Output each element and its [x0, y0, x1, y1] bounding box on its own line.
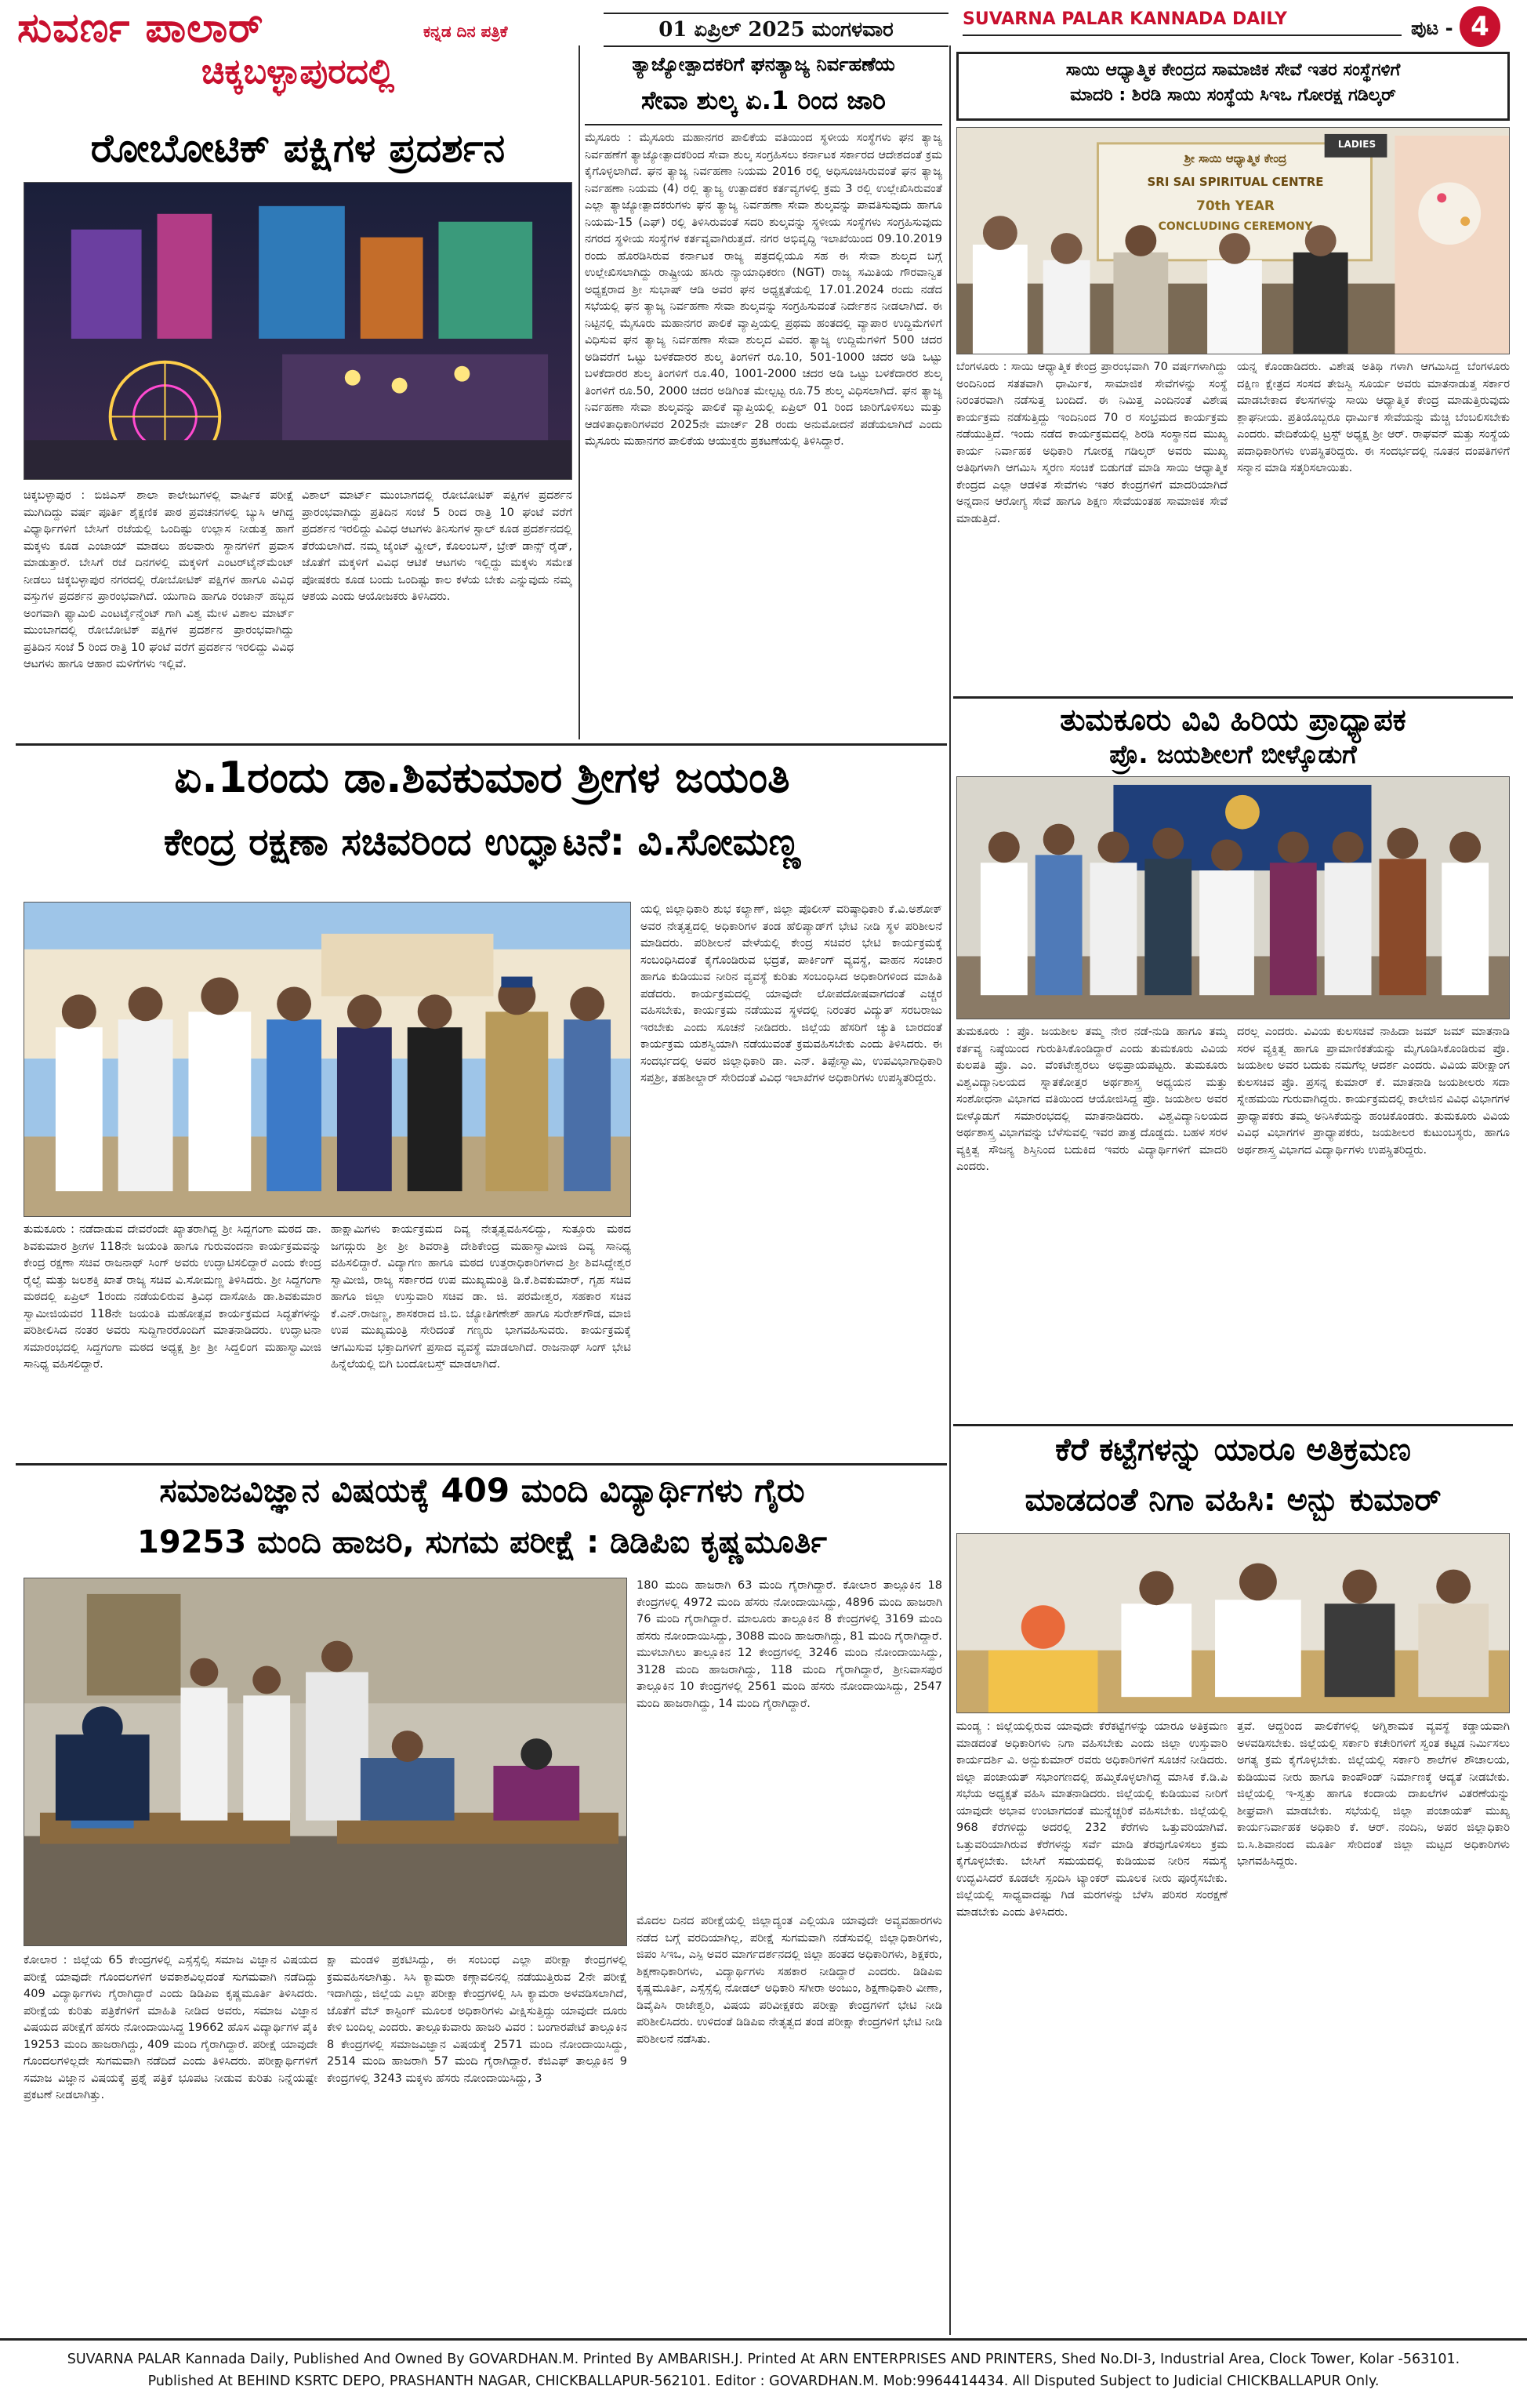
jayanthi-headline-line2: ಕೇಂದ್ರ ರಕ್ಷಣಾ ಸಚಿವರಿಂದ ಉದ್ಘಾಟನೆ: ವಿ.ಸೋಮಣ್ಣ: [163, 820, 801, 864]
paper-name: SUVARNA PALAR KANNADA DAILY: [963, 9, 1287, 29]
sai-banner-year: 70th YEAR: [1196, 198, 1275, 214]
sai-photo: [956, 127, 1510, 354]
section-rule: [16, 743, 947, 746]
fee-body: ಮೈಸೂರು : ಮೈಸೂರು ಮಹಾನಗರ ಪಾಲಿಕೆಯ ವತಿಯಿಂದ ಸ್ಥಳೀಯ ಸಂಸ್ಥೆಗಳು ಘನ ತ್ಯಾಜ್ಯ ನಿರ್ವಹಣೆಗೆ ತ್ಯಾಜ್ಯೋತ್ಪಾದಕರಿಂದ ಸೇವಾ ಶುಲ್ಕ ಸಂಗ್ರಹಿಸಲು ಕರ್ನಾಟಕ ಸರ್ಕಾರದ ಆದೇಶದಂತೆ ಕ್ರಮ ಕೈಗೊಳ್ಳಲಾಗಿದೆ. ಘನ ತ್ಯಾಜ್ಯ ನಿರ್ವಹಣಾ ನಿಯಮ 2016 ರಲ್ಲಿ ಅಧಿಸೂಚಿಸಿರುವಂತೆ ಘನ ತ್ಯಾಜ್ಯ ನಿರ್ವಹಣಾ ನಿಯಮ (4) ರಲ್ಲಿ ತ್ಯಾಜ್ಯ ಉತ್ಪಾದಕರ ಕರ್ತವ್ಯಗಳಲ್ಲಿ ಕ್ರಮ 3 ರಲ್ಲಿ ಉಲ್ಲೇಖಿಸಿರುವಂತೆ ಎಲ್ಲಾ ತ್ಯಾಜ್ಯೋತ್ಪಾದಕರುಗಳು ಘನ ತ್ಯಾಜ್ಯ ನಿರ್ವಹಣಾ ಸೇವಾ ಶುಲ್ಕವನ್ನು ಪಾವತಿಸುವುದು ಹಾಗೂ ನಿಯಮ-15 (ಎಫ್) ರಲ್ಲಿ ತಿಳಿಸಿರುವಂತೆ ಸದರಿ ಶುಲ್ಕವನ್ನು ಸ್ಥಳೀಯ ಸಂಸ್ಥೆಗಳು ಸಂಗ್ರಹಿಸುವುದು ನಗರದ ಸ್ಥಳೀಯ ಸಂಸ್ಥೆಗಳ ಕರ್ತವ್ಯವಾಗಿರುತ್ತದೆ. ನಗರ ಅಭಿವೃದ್ಧಿ ಇಲಾಖೆಯಿಂದ 09.10.2019 ರಂದು ಹೊರಡಿಸಿರುವ ಕರ್ನಾಟಕ ರಾಜ್ಯ ಪತ್ರದಲ್ಲಿಯೂ ಸಹ ಈ ಸೇವಾ ಶುಲ್ಕದ ಬಗ್ಗೆ ಉಲ್ಲೇಖಿಸಲಾಗಿದ್ದು ರಾಷ್ಟ್ರೀಯ ಹಸಿರು ನ್ಯಾಯಾಧಿಕರಣ (NGT) ರಾಜ್ಯ ಸಮಿತಿಯ ಗೌರವಾನ್ವಿತ ಅಧ್ಯಕ್ಷರಾದ ಶ್ರೀ ಸುಭಾಷ್ ಆಡಿ ಅವರ ಘನ ಅಧ್ಯಕ್ಷತೆಯಲ್ಲಿ 17.01.2024 ರಂದು ನಡೆದ ಸಭೆಯಲ್ಲಿ ಘನ ತ್ಯಾಜ್ಯ ನಿರ್ವಹಣಾ ಸೇವಾ ಶುಲ್ಕವನ್ನು ಸಂಗ್ರಹಿಸುವಂತೆ ನಿರ್ದೇಶನ ನೀಡಲಾಗಿದೆ. ಈ ನಿಟ್ಟಿನಲ್ಲಿ ಮೈಸೂರು ಮಹಾನಗರ ಪಾಲಿಕೆ ವ್ಯಾಪ್ತಿಯಲ್ಲಿ ಪ್ರಥಮ ಹಂತದಲ್ಲಿ ವ್ಯಾಪಾರ ಉದ್ದಿಮೆಗಳಿಗೆ ವಿಧಿಸುವ ಘನ ತ್ಯಾಜ್ಯ ನಿರ್ವಹಣಾ ಸೇವಾ ಶುಲ್ಕದ ವಿವರ. ತ್ಯಾಜ್ಯ ಉದ್ದಿಮೆಗಳಿಗೆ 500 ಚದರ ಅಡಿವರೆಗೆ ಒಟ್ಟು ಬಳಕೆದಾರರ ಶುಲ್ಕ ತಿಂಗಳಿಗೆ ರೂ.10, 501-1000 ಚದರ ಅಡಿ ಒಟ್ಟು ಬಳಕೆದಾರರ ಶುಲ್ಕ ತಿಂಗಳಿಗೆ ರೂ.40, 1001-2000 ಚದರ ಅಡಿ ಒಟ್ಟು ಬಳಕೆದಾರರ ಶುಲ್ಕ ತಿಂಗಳಿಗೆ ರೂ.50, 2000 ಚದರ ಅಡಿಗಿಂತ ಮೇಲ್ಪಟ್ಟ ರೂ.75 ಶುಲ್ಕ ವಿಧಿಸಲಾಗಿದೆ. ಘನ ತ್ಯಾಜ್ಯ ನಿರ್ವಹಣಾ ಸೇವಾ ಶುಲ್ಕವನ್ನು ಪಾಲಿಕೆ ವ್ಯಾಪ್ತಿಯಲ್ಲಿ ಏಪ್ರಿಲ್ 01 ರಿಂದ ಜಾರಿಗೊಳಿಸಲು ಮತ್ತು ಆಡಳಿತಾಧಿಕಾರಿಗಳವರ 2025ನೇ ಮಾರ್ಚ್ 28 ರಂದು ಅನುಮೋದನೆ ಪಡೆಯಲಾಗಿದೆ ಎಂದು ಮೈಸೂರು ಮಹಾನಗರ ಪಾಲಿಕೆಯ ಆಯುಕ್ತರು ಪ್ರಕಟಣೆಯಲ್ಲಿ ತಿಳಿಸಿದ್ದಾರೆ.: [585, 132, 942, 448]
tumkur-photo: [956, 776, 1510, 1019]
tumkur-body-col2: ದರಲ್ಲ ಎಂದರು. ವಿವಿಯ ಕುಲಸಚಿವೆ ನಾಹಿದಾ ಜಮ್ ಜಮ್ ಮಾತನಾಡಿ ಸರಳ ವ್ಯಕ್ತಿತ್ವ ಹಾಗೂ ಪ್ರಾಮಾಣಿಕತೆಯನ್ನು ಮೈಗೂಡಿಸಿಕೊಂಡಿರುವ ಪ್ರೊ. ಜಯಶೀಲ ಅವರ ಬದುಕು ನಮಗೆಲ್ಲ ಆದರ್ಶ ಎಂದರು. ವಿವಿಯ ಪರೀಕ್ಷಾಂಗ ಕುಲಸಚಿವ ಪ್ರೊ. ಪ್ರಸನ್ನ ಕುಮಾರ್ ಕೆ. ಮಾತನಾಡಿ ಜಯಶೀಲರು ಸದಾ ಸ್ನೇಹಮಯಿ ಗುರುವಾಗಿದ್ದರು. ಕಾರ್ಯಕ್ರಮದಲ್ಲಿ ಕಾಲೇಜಿನ ವಿವಿಧ ವಿಭಾಗಗಳ ಪ್ರಾಧ್ಯಾಪಕರು ತಮ್ಮ ಅನಿಸಿಕೆಯನ್ನು ಹಂಚಿಕೊಂಡರು. ತುಮಕೂರು ವಿವಿಯ ವಿವಿಧ ವಿಭಾಗಗಳ ಪ್ರಾಧ್ಯಾಪಕರು, ಜಯಶೀಲರ ಕುಟುಂಬಸ್ಥರು, ಹಾಗೂ ಅರ್ಥಶಾಸ್ತ್ರ ವಿಭಾಗದ ವಿದ್ಯಾರ್ಥಿಗಳು ಉಪಸ್ಥಿತರಿದ್ದರು.: [1237, 1026, 1510, 1157]
sai-banner-ladies: LADIES: [1337, 139, 1376, 150]
jayanthi-photo: [24, 902, 631, 1217]
robotic-photo: [24, 182, 572, 480]
robotic-kicker: ಚಿಕ್ಕಬಳ್ಳಾಪುರದಲ್ಲಿ: [201, 52, 395, 92]
dateline: 01 ಏಪ್ರಿಲ್ 2025 ಮಂಗಳವಾರ: [604, 13, 948, 47]
exam-body-col3: 180 ಮಂದಿ ಹಾಜರಾಗಿ 63 ಮಂದಿ ಗೈರಾಗಿದ್ದಾರೆ. ಕೋಲಾರ ತಾಲ್ಲೂಕಿನ 18 ಕೇಂದ್ರಗಳಲ್ಲಿ 4972 ಮಂದಿ ಹೆಸರು ನೋಂದಾಯಿಸಿದ್ದು, 4896 ಮಂದಿ ಹಾಜರಾಗಿ 76 ಮಂದಿ ಗೈರಾಗಿದ್ದಾರೆ. ಮಾಲೂರು ತಾಲ್ಲೂಕಿನ 8 ಕೇಂದ್ರಗಳಲ್ಲಿ 3169 ಮಂದಿ ಹೆಸರು ನೋಂದಾಯಿಸಿದ್ದು, 3088 ಮಂದಿ ಹಾಜರಾಗಿದ್ದು, 81 ಮಂದಿ ಗೈರಾಗಿದ್ದಾರೆ. ಮುಳಬಾಗಿಲು ತಾಲ್ಲೂಕಿನ 12 ಕೇಂದ್ರಗಳಲ್ಲಿ 3246 ಮಂದಿ ನೋಂದಾಯಿಸಿದ್ದು, 3128 ಮಂದಿ ಹಾಜರಾಗಿದ್ದು, 118 ಮಂದಿ ಗೈರಾಗಿದ್ದಾರೆ, ಶ್ರೀನಿವಾಸಪುರ ತಾಲ್ಲೂಕಿನ 10 ಕೇಂದ್ರಗಳಲ್ಲಿ 2561 ಮಂದಿ ಹೆಸರು ನೋಂದಾಯಿಸಿದ್ದು, 2547 ಮಂದಿ ಹಾಜರಾಗಿದ್ದು, 14 ಮಂದಿ ಗೈರಾಗಿದ್ದಾರೆ.: [637, 1579, 942, 1710]
tumkur-headline-line2: ಪ್ರೊ. ಜಯಶೀಲಗೆ ಬೀಳ್ಕೊಡುಗೆ: [1109, 739, 1357, 769]
exam-photo: [24, 1578, 627, 1946]
masthead-rule: [963, 35, 1402, 36]
section-rule: [953, 1424, 1513, 1426]
robotic-body-col2: ವಿಶಾಲ್ ಮಾರ್ಟ್ ಮುಂಬಾಗದಲ್ಲಿ ರೋಬೋಟಿಕ್ ಪಕ್ಷಿಗಳ ಪ್ರದರ್ಶನ ಪ್ರಾರಂಭವಾಗಿದ್ದು ಪ್ರತಿದಿನ ಸಂಜೆ 5 ರಿಂದ ರಾತ್ರಿ 10 ಘಂಟೆ ವರೆಗೆ ಪ್ರದರ್ಶನ ಇರಲಿದ್ದು ವಿವಿಧ ಆಟಗಳು ತಿನಿಸುಗಳ ಸ್ಟಾಲ್ ಕೂಡ ಪ್ರದರ್ಶನದಲ್ಲಿ ತೆರೆಯಲಾಗಿದೆ. ನಮ್ಮ ಜೈಂಟ್ ವ್ಹೀಲ್, ಕೊಲಂಬಸ್, ಬ್ರೇಕ್ ಡಾನ್ಸ್ ರೈಡ್, ಜೊತೆಗೆ ಮಕ್ಕಳಿಗೆ ವಿವಿಧ ಆಟಿಕೆ ಆಟಗಳು ಇಲ್ಲಿದ್ದು ಮಕ್ಕಳು ಸಮೇತ ಪೋಷಕರು ಕೂಡ ಬಂದು ಒಂದಿಷ್ಟು ಕಾಲ ಕಳೆಯ ಬೇಕು ಎನ್ನುವುದು ನಮ್ಮ ಆಶಯ ಎಂದು ಆಯೋಜಕರು ತಿಳಿಸಿದರು.: [302, 489, 572, 603]
exam-body-col1: ಕೋಲಾರ : ಜಿಲ್ಲೆಯ 65 ಕೇಂದ್ರಗಳಲ್ಲಿ ಎಸ್ಸೆಸ್ಸೆಲ್ಸಿ ಸಮಾಜ ವಿಜ್ಞಾನ ವಿಷಯದ ಪರೀಕ್ಷೆ ಯಾವುದೇ ಗೊಂದಲಗಳಿಗೆ ಅವಕಾಶವಿಲ್ಲದಂತೆ ಸುಗಮವಾಗಿ ನಡೆದಿದ್ದು 409 ವಿದ್ಯಾರ್ಥಿಗಳು ಗೈರಾಗಿದ್ದಾರೆ ಎಂದು ಡಿಡಿಪಿಐ ಕೃಷ್ಣಮೂರ್ತಿ ತಿಳಿಸಿದರು. ಪರೀಕ್ಷೆಯ ಕುರಿತು ಪತ್ರಿಕೆಗಳಿಗೆ ಮಾಹಿತಿ ನೀಡಿದ ಅವರು, ಸಮಾಜ ವಿಜ್ಞಾನ ವಿಷಯದ ಪರೀಕ್ಷೆಗೆ ಹೆಸರು ನೋಂದಾಯಿಸಿದ್ದ 19662 ಹೊಸ ವಿದ್ಯಾರ್ಥಿಗಳ ಪೈಕಿ 19253 ಮಂದಿ ಹಾಜರಾಗಿದ್ದು, 409 ಮಂದಿ ಗೈರಾಗಿದ್ದಾರೆ. ಪರೀಕ್ಷೆ ಯಾವುದೇ ಗೊಂದಲಗಳಿಲ್ಲದೇ ಸುಗಮವಾಗಿ ನಡೆದಿದೆ ಎಂದು ತಿಳಿಸಿದರು. ಪರೀಕ್ಷಾರ್ಥಿಗಳಿಗೆ ಸಮಾಜ ವಿಜ್ಞಾನ ವಿಷಯಕ್ಕೆ ಪ್ರಶ್ನೆ ಪತ್ರಿಕೆ ಭೂಪಟ ನೀಡುವ ಕುರಿತು ನಿನ್ನೆಯಷ್ಟೇ ಪ್ರಕಟಣೆ ನೀಡಲಾಗಿತ್ತು.: [24, 1954, 317, 2101]
exam-body-col4: ಮೊದಲ ದಿನದ ಪರೀಕ್ಷೆಯಲ್ಲಿ ಜಿಲ್ಲಾದ್ಯಂತ ಎಲ್ಲಿಯೂ ಯಾವುದೇ ಅವ್ಯವಹಾರಗಳು ನಡೆದ ಬಗ್ಗೆ ವರದಿಯಾಗಿಲ್ಲ, ಪರೀಕ್ಷೆ ಸುಗಮವಾಗಿ ನಡೆಸುವಲ್ಲಿ ಜಿಲ್ಲಾಧಿಕಾರಿಗಳು, ಜಿಪಂ ಸಿಇಒ, ಎಸ್ಪಿ ಅವರ ಮಾರ್ಗದರ್ಶನದಲ್ಲಿ ಜಿಲ್ಲಾ ಹಂತದ ಅಧಿಕಾರಿಗಳು, ಶಿಕ್ಷಕರು, ಶಿಕ್ಷಣಾಧಿಕಾರಿಗಳು, ವಿದ್ಯಾರ್ಥಿಗಳು ಸಹಕಾರ ನೀಡಿದ್ದಾರೆ ಎಂದರು. ಡಿಡಿಪಿಐ ಕೃಷ್ಣಮೂರ್ತಿ, ಎಸ್ಸೆಸ್ಸೆಲ್ಸಿ ನೋಡಲ್ ಅಧಿಕಾರಿ ಸಗೀರಾ ಅಂಜುಂ, ಶಿಕ್ಷಣಾಧಿಕಾರಿ ವೀಣಾ, ಡಿವೈಪಿಸಿ ರಾಜೇಶ್ವರಿ, ವಿಷಯ ಪರಿವೀಕ್ಷಕರು ಪರೀಕ್ಷಾ ಕೇಂದ್ರಗಳಿಗೆ ಭೇಟಿ ನೀಡಿ ಪರಿಶೀಲಿಸಿದರು. ಉಳಿದಂತೆ ಡಿಡಿಪಿಐ ನೇತೃತ್ವದ ತಂಡ ಪರೀಕ್ಷಾ ಕೇಂದ್ರಗಳಿಗೆ ಭೇಟಿ ನೀಡಿ ಪರಿಶೀಲನೆ ನಡೆಸಿತು.: [637, 1915, 942, 2046]
jayanthi-body-col2: ಹಾಕ್ಷಾಮಿಗಳು ಕಾರ್ಯಕ್ರಮದ ದಿವ್ಯ ನೇತೃತ್ವವಹಿಸಲಿದ್ದು, ಸುತ್ತೂರು ಮಠದ ಜಗದ್ಗುರು ಶ್ರೀ ಶ್ರೀ ಶಿವರಾತ್ರಿ ದೇಶಿಕೇಂದ್ರ ಮಹಾಸ್ವಾಮೀಜಿ ದಿವ್ಯ ಸಾನಿಧ್ಯ ವಹಿಸಲಿದ್ದಾರೆ. ವಿದ್ಯಾಗಣ ಹಾಗೂ ಮಠದ ಉತ್ತರಾಧಿಕಾರಿಗಳಾದ ಶ್ರೀ ಶಿವಸಿದ್ದೇಶ್ವರ ಸ್ವಾಮೀಜಿ, ರಾಜ್ಯ ಸರ್ಕಾರದ ಉಪ ಮುಖ್ಯಮಂತ್ರಿ ಡಿ.ಕೆ.ಶಿವಕುಮಾರ್, ಗೃಹ ಸಚಿವ ಹಾಗೂ ಜಿಲ್ಲಾ ಉಸ್ತುವಾರಿ ಸಚಿವ ಡಾ. ಜಿ. ಪರಮೇಶ್ವರ, ಸಹಕಾರ ಸಚಿವ ಕೆ.ಎನ್.ರಾಜಣ್ಣ, ಶಾಸಕರಾದ ಜಿ.ಬಿ. ಜ್ಯೋತಿಗಣೇಶ್ ಹಾಗೂ ಸುರೇಶ್‌ಗೌಡ, ಮಾಜಿ ಉಪ ಮುಖ್ಯಮಂತ್ರಿ ಸೇರಿದಂತೆ ಗಣ್ಯರು ಭಾಗವಹಿಸುವರು. ಕಾರ್ಯಕ್ರಮಕ್ಕೆ ಆಗಮಿಸುವ ಭಕ್ತಾದಿಗಳಿಗೆ ಪ್ರಸಾದ ವ್ಯವಸ್ಥೆ ಮಾಡಲಾಗಿದೆ. ರಾಜನಾಥ್ ಸಿಂಗ್ ಭೇಟಿ ಹಿನ್ನೆಲೆಯಲ್ಲಿ ಬಿಗಿ ಬಂದೋಬಸ್ತ್ ಮಾಡಲಾಗಿದೆ.: [331, 1223, 631, 1371]
imprint-line1: SUVARNA PALAR Kannada Daily, Published And Owned By GOVARDHAN.M. Printed By AMBARISH.J. Printed At ARN ENTERPRISES AND PRINTERS, Shed No.DI-3, Industrial Area, Clock Tower, Kolar -563101.: [67, 2352, 1460, 2367]
lake-body-col2: ತ್ತವೆ. ಆದ್ದರಿಂದ ಪಾಲಿಕೆಗಳಲ್ಲಿ ಅಗ್ನಿಶಾಮಕ ವ್ಯವಸ್ಥೆ ಕಡ್ಡಾಯವಾಗಿ ಅಳವಡಿಸಬೇಕು. ಜಿಲ್ಲೆಯಲ್ಲಿ ಸರ್ಕಾರಿ ಕಚೇರಿಗಳಿಗೆ ಸ್ವಂತ ಕಟ್ಟಡ ನಿರ್ಮಿಸಲು ಅಗತ್ಯ ಕ್ರಮ ಕೈಗೊಳ್ಳಬೇಕು. ಜಿಲ್ಲೆಯಲ್ಲಿ ಸರ್ಕಾರಿ ಶಾಲೆಗಳ ಶೌಚಾಲಯ, ಕುಡಿಯುವ ನೀರು ಹಾಗೂ ಕಾಂಪೌಂಡ್ ನಿರ್ಮಾಣಕ್ಕೆ ಆದ್ಯತೆ ನೀಡಬೇಕು. ಜಿಲ್ಲೆಯಲ್ಲಿ ಇ-ಸ್ವತ್ತು ಹಾಗೂ ಕಂದಾಯ ದಾಖಲೆಗಳ ವಿತರಣೆಯನ್ನು ಶೀಘ್ರವಾಗಿ ಮಾಡಬೇಕು. ಸಭೆಯಲ್ಲಿ ಜಿಲ್ಲಾ ಪಂಚಾಯತ್ ಮುಖ್ಯ ಕಾರ್ಯನಿರ್ವಾಹಕ ಅಧಿಕಾರಿ ಕೆ. ಆರ್. ನಂದಿನಿ, ಅಪರ ಜಿಲ್ಲಾಧಿಕಾರಿ ಬಿ.ಸಿ.ಶಿವಾನಂದ ಮೂರ್ತಿ ಸೇರಿದಂತೆ ಜಿಲ್ಲಾ ಮಟ್ಟದ ಅಧಿಕಾರಿಗಳು ಭಾಗವಹಿಸಿದ್ದರು.: [1237, 1720, 1510, 1868]
sai-headline-line2: ಮಾದರಿ : ಶಿರಡಿ ಸಾಯಿ ಸಂಸ್ಥೆಯ ಸಿಇಒ ಗೋರಕ್ಷ ಗಡಿಲ್ಕರ್: [1070, 85, 1396, 105]
sai-body-col2: ಯನ್ನ ಕೊಂಡಾಡಿದರು. ವಿಶೇಷ ಅತಿಥಿ ಗಳಾಗಿ ಆಗಮಿಸಿದ್ದ ಬೆಂಗಳೂರು ದಕ್ಷಿಣ ಕ್ಷೇತ್ರದ ಸಂಸದ ತೇಜಸ್ವಿ ಸೂರ್ಯ ಅವರು ಮಾತನಾಡುತ್ತ ಸರ್ಕಾರ ಮಾಡಬೇಕಾದ ಕೆಲಸಗಳನ್ನು ಸಾಯಿ ಆಧ್ಯಾತ್ಮಿಕ ಕೇಂದ್ರ ಮಾಡುತ್ತಿರುವುದು ಶ್ಲಾಘನೀಯ. ಪ್ರತಿಯೊಬ್ಬರೂ ಧಾರ್ಮಿಕ ಸೇವೆಯನ್ನು ಮೆಚ್ಚಿ ಬೆಂಬಲಿಸಬೇಕು ಎಂದರು. ವೇದಿಕೆಯಲ್ಲಿ ಟ್ರಸ್ಟ್ ಅಧ್ಯಕ್ಷ ಶ್ರೀ ಆರ್. ರಾಘವನ್ ಮತ್ತು ಸಂಸ್ಥೆಯ ಪದಾಧಿಕಾರಿಗಳು ಉಪಸ್ಥಿತರಿದ್ದರು. ಈ ಸಂದರ್ಭದಲ್ಲಿ ನೂತನ ದಂಪತಿಗಳಿಗೆ ಸನ್ಮಾನ ಮಾಡಿ ಸತ್ಕರಿಸಲಾಯಿತು.: [1237, 361, 1510, 474]
sai-banner-ceremony: CONCLUDING CEREMONY: [1158, 220, 1313, 233]
section-rule: [953, 696, 1513, 699]
sai-headline-line1: ಸಾಯಿ ಆಧ್ಯಾತ್ಮಿಕ ಕೇಂದ್ರದ ಸಾಮಾಜಿಕ ಸೇವೆ ಇತರ ಸಂಸ್ಥೆಗಳಿಗೆ: [1065, 60, 1401, 80]
exam-headline-line1: ಸಮಾಜವಿಜ್ಞಾನ ವಿಷಯಕ್ಕೆ 409 ಮಂದಿ ವಿದ್ಯಾರ್ಥಿಗಳು ಗೈರು: [159, 1471, 805, 1509]
lake-headline-line2: ಮಾಡದಂತೆ ನಿಗಾ ವಹಿಸಿ: ಅನ್ಬು ಕುಮಾರ್: [1025, 1482, 1442, 1518]
sai-body-col1: ಬೆಂಗಳೂರು : ಸಾಯಿ ಆಧ್ಯಾತ್ಮಿಕ ಕೇಂದ್ರ ಪ್ರಾರಂಭವಾಗಿ 70 ವರ್ಷಗಳಾಗಿದ್ದು ಅಂದಿನಿಂದ ಸತತವಾಗಿ ಧಾರ್ಮಿಕ, ಸಾಮಾಜಿಕ ಸೇವೆಗಳನ್ನು ಸಂಸ್ಥೆ ನಿರಂತರವಾಗಿ ನಡೆಸುತ್ತ ಬಂದಿದೆ. ಈ ನಿಮಿತ್ತ ಎಂದಿನಂತೆ ವಿಶೇಷ ಕಾರ್ಯಕ್ರಮ ನಡೆಸುತ್ತಿದ್ದು ಇಂದಿನಿಂದ 70 ರ ಸಂಭ್ರಮದ ಕಾರ್ಯಕ್ರಮ ನಡೆಯುತ್ತಿದೆ. ಇಂದು ನಡೆದ ಕಾರ್ಯಕ್ರಮದಲ್ಲಿ ಶಿರಡಿ ಸಂಸ್ಥಾನದ ಮುಖ್ಯ ಕಾರ್ಯ ನಿರ್ವಾಹಕ ಅಧಿಕಾರಿ ಗೋರಕ್ಷ ಗಡಿಲ್ಕರ್ ಅವರು ಮುಖ್ಯ ಅತಿಥಿಗಳಾಗಿ ಆಗಮಿಸಿ ಸ್ಮರಣ ಸಂಚಿಕೆ ಬಿಡುಗಡೆ ಮಾಡಿ ಸಾಯಿ ಆಧ್ಯಾತ್ಮಿಕ ಕೇಂದ್ರದ ಎಲ್ಲಾ ಆಡಳಿತ ಸೇವೆಗಳು ಇತರ ಕೇಂದ್ರಗಳಿಗೆ ಮಾದರಿಯಾಗಿದೆ ಅನ್ನದಾನ ಆರೋಗ್ಯ ಸೇವೆ ಹಾಗೂ ಶಿಕ್ಷಣ ಸೇವೆಯಂತಹ ಸಾಮಾಜಿಕ ಸೇವೆ ಮಾಡುತ್ತಿದೆ.: [956, 361, 1228, 525]
jayanthi-body-col1: ತುಮಕೂರು : ನಡೆದಾಡುವ ದೇವರೆಂದೇ ಖ್ಯಾತರಾಗಿದ್ದ ಶ್ರೀ ಸಿದ್ದಗಂಗಾ ಮಠದ ಡಾ. ಶಿವಕುಮಾರ ಶ್ರೀಗಳ 118ನೇ ಜಯಂತಿ ಹಾಗೂ ಗುರುವಂದನಾ ಕಾರ್ಯಕ್ರಮವನ್ನು ಕೇಂದ್ರ ರಕ್ಷಣಾ ಸಚಿವ ರಾಜನಾಥ್ ಸಿಂಗ್ ಅವರು ಉದ್ಘಾಟಿಸಲಿದ್ದಾರೆ ಎಂದು ಕೇಂದ್ರ ರೈಲ್ವೆ ಮತ್ತು ಜಲಶಕ್ತಿ ಖಾತೆ ರಾಜ್ಯ ಸಚಿವ ವಿ.ಸೋಮಣ್ಣ ತಿಳಿಸಿದರು. ಶ್ರೀ ಸಿದ್ದಗಂಗಾ ಮಠದಲ್ಲಿ ಏಪ್ರಿಲ್ 1ರಂದು ನಡೆಯಲಿರುವ ತ್ರಿವಿಧ ದಾಸೋಹಿ ಡಾ.ಶಿವಕುಮಾರ ಸ್ವಾಮೀಜಿಯವರ 118ನೇ ಜಯಂತಿ ಮಹೋತ್ಸವ ಕಾರ್ಯಕ್ರಮದ ಸಿದ್ಧತೆಗಳನ್ನು ಪರಿಶೀಲಿಸಿದ ನಂತರ ಅವರು ಸುದ್ದಿಗಾರರೊಂದಿಗೆ ಮಾತನಾಡಿದರು. ಉದ್ಘಾಟನಾ ಸಮಾರಂಭದಲ್ಲಿ ಸಿದ್ದಗಂಗಾ ಮಠದ ಅಧ್ಯಕ್ಷ ಶ್ರೀ ಶ್ರೀ ಸಿದ್ದಲಿಂಗ ಮಹಾಸ್ವಾಮೀಜಿ ಸಾನಿಧ್ಯ ವಹಿಸಲಿದ್ದಾರೆ.: [24, 1223, 321, 1371]
sai-banner-kannada: ಶ್ರೀ ಸಾಯಿ ಆಧ್ಯಾತ್ಮಿಕ ಕೇಂದ್ರ: [1184, 151, 1287, 165]
column-divider: [579, 45, 580, 739]
jayanthi-body-col3: ಯಲ್ಲಿ ಜಿಲ್ಲಾಧಿಕಾರಿ ಶುಭ ಕಲ್ಯಾಣ್, ಜಿಲ್ಲಾ ಪೊಲೀಸ್ ವರಿಷ್ಠಾಧಿಕಾರಿ ಕೆ.ವಿ.ಅಶೋಕ್ ಅವರ ನೇತೃತ್ವದಲ್ಲಿ ಅಧಿಕಾರಿಗಳ ತಂಡ ಹೆಲಿಪ್ಯಾಡ್‌ಗೆ ಭೇಟಿ ನೀಡಿ ಸ್ಥಳ ಪರಿಶೀಲನೆ ಮಾಡಿದರು. ಪರಿಶೀಲನೆ ವೇಳೆಯಲ್ಲಿ ಕೇಂದ್ರ ಸಚಿವರ ಭೇಟಿ ಕಾರ್ಯಕ್ರಮಕ್ಕೆ ಸಂಬಂಧಿಸಿದಂತೆ ಕೈಗೊಂಡಿರುವ ಭದ್ರತೆ, ಪಾರ್ಕಿಂಗ್ ವ್ಯವಸ್ಥೆ, ವಾಹನ ಸಂಚಾರ ಹಾಗೂ ಕುಡಿಯುವ ನೀರಿನ ವ್ಯವಸ್ಥೆ ಕುರಿತು ಸಂಬಂಧಿಸಿದ ಅಧಿಕಾರಿಗಳಿಂದ ಮಾಹಿತಿ ಪಡೆದರು. ಕಾರ್ಯಕ್ರಮದಲ್ಲಿ ಯಾವುದೇ ಲೋಪದೋಷವಾಗದಂತೆ ಎಚ್ಚರ ವಹಿಸಬೇಕು, ಕಾರ್ಯಕ್ರಮ ನಡೆಯುವ ಸ್ಥಳದಲ್ಲಿ ನಿರಂತರ ವಿದ್ಯುತ್ ಸರಬರಾಜು ಇರಬೇಕು ಎಂದು ಸೂಚನೆ ನೀಡಿದರು. ಜಿಲ್ಲೆಯ ಹೆಸರಿಗೆ ಚ್ಯುತಿ ಬಾರದಂತೆ ಕಾರ್ಯಕ್ರಮ ಯಶಸ್ವಿಯಾಗಿ ನಡೆಯುವಂತೆ ಕ್ರಮವಹಿಸಬೇಕು ಎಂದು ತಿಳಿಸಿದರು. ಈ ಸಂದರ್ಭದಲ್ಲಿ ಅಪರ ಜಿಲ್ಲಾಧಿಕಾರಿ ಡಾ. ಎನ್. ತಿಪ್ಪೇಸ್ವಾಮಿ, ಉಪವಿಭಾಗಾಧಿಕಾರಿ ಸಪ್ತಶ್ರೀ, ತಹಶೀಲ್ದಾರ್ ಸೇರಿದಂತೆ ವಿವಿಧ ಇಲಾಖೆಗಳ ಅಧಿಕಾರಿಗಳು ಉಪಸ್ಥಿತರಿದ್ದರು.: [640, 903, 942, 1084]
sai-banner-english: SRI SAI SPIRITUAL CENTRE: [1147, 175, 1324, 189]
fee-headline-line2: ಸೇವಾ ಶುಲ್ಕ ಏ.1 ರಿಂದ ಜಾರಿ: [641, 85, 886, 115]
robotic-body-col1: ಚಿಕ್ಕಬಳ್ಳಾಪುರ : ಬಿಜಿಎಸ್ ಶಾಲಾ ಕಾಲೇಜುಗಳಲ್ಲಿ ವಾರ್ಷಿಕ ಪರೀಕ್ಷೆ ಮುಗಿದಿದ್ದು ವರ್ಷ ಪೂರ್ತಿ ಶೈಕ್ಷಣಿಕ ಪಾಠ ಪ್ರವಚನಗಳಲ್ಲಿ ಬ್ಯುಸಿ ಆಗಿದ್ದ ವಿಧ್ಯಾರ್ಥಿಗಳಿಗೆ ಬೇಸಿಗೆ ರಜೆಯಲ್ಲಿ ಒಂದಿಷ್ಟು ಉಲ್ಲಾಸ ನೀಡುತ್ತ ಹಾಗೆ ಮಕ್ಕಳು ಕೂಡ ಎಂಜಾಯ್ ಮಾಡಲು ಹಲವಾರು ಸ್ಥಾನಗಳಿಗೆ ಪ್ರವಾಸ ಮಾಡುತ್ತಾರೆ. ಬೇಸಿಗೆ ರಜೆ ದಿನಗಳಲ್ಲಿ ಮಕ್ಕಳಿಗೆ ಎಂಟರ್‌ಟೈನ್‌ಮೆಂಟ್ ನೀಡಲು ಚಿಕ್ಕಬಳ್ಳಾಪುರ ನಗರದಲ್ಲಿ ರೋಬೋಟಿಕ್ ಪಕ್ಷಿಗಳ ಹಾಗೂ ವಿವಿಧ ವಸ್ತುಗಳ ಪ್ರದರ್ಶನ ಪ್ರಾರಂಭವಾಗಿದೆ. ಯುಗಾದಿ ಹಾಗೂ ರಂಜಾನ್ ಹಬ್ಬದ ಅಂಗವಾಗಿ ಫ್ಯಾಮಿಲಿ ಎಂಟರ್ಟೈನ್ಮೆಂಟ್ ಗಾಗಿ ವಿಶ್ವ ಮೇಳ ವಿಶಾಲ ಮಾರ್ಟ್ ಮುಂಬಾಗದಲ್ಲಿ ರೋಬೋಟಿಕ್ ಪಕ್ಷಿಗಳ ಪ್ರದರ್ಶನ ಪ್ರಾರಂಭವಾಗಿದ್ದು ಪ್ರತಿದಿನ ಸಂಜೆ 5 ರಿಂದ ರಾತ್ರಿ 10 ಘಂಟೆ ವರೆಗೆ ಪ್ರದರ್ಶನ ಇರಲಿದ್ದು ವಿವಿಧ ಆಟಗಳು ಹಾಗೂ ಆಹಾರ ಮಳಿಗೆಗಳು ಇಲ್ಲಿವೆ.: [24, 489, 294, 670]
tumkur-body-col1: ತುಮಕೂರು : ಪ್ರೊ. ಜಯಶೀಲ ತಮ್ಮ ನೇರ ನಡೆ-ನುಡಿ ಹಾಗೂ ತಮ್ಮ ಕರ್ತವ್ಯ ನಿಷ್ಠೆಯಿಂದ ಗುರುತಿಸಿಕೊಂಡಿದ್ದಾರೆ ಎಂದು ತುಮಕೂರು ವಿವಿಯ ಕುಲಪತಿ ಪ್ರೊ. ಎಂ. ವೆಂಕಟೇಶ್ವರಲು ಅಭಿಪ್ರಾಯಪಟ್ಟರು. ತುಮಕೂರು ವಿಶ್ವವಿದ್ಯಾನಿಲಯದ ಸ್ನಾತಕೋತ್ತರ ಅರ್ಥಶಾಸ್ತ್ರ ಅಧ್ಯಯನ ಮತ್ತು ಸಂಶೋಧನಾ ವಿಭಾಗದ ವತಿಯಿಂದ ಆಯೋಜಿಸಿದ್ದ ಪ್ರೊ. ಜಯಶೀಲ ಅವರ ಬೀಳ್ಕೊಡುಗೆ ಸಮಾರಂಭದಲ್ಲಿ ಮಾತನಾಡಿದರು. ವಿಶ್ವವಿದ್ಯಾನಿಲಯದ ಅರ್ಥಶಾಸ್ತ್ರ ವಿಭಾಗವನ್ನು ಬೆಳೆಸುವಲ್ಲಿ ಇವರ ಪಾತ್ರ ದೊಡ್ಡದು. ಬಹಳ ಸರಳ ವ್ಯಕ್ತಿತ್ವ ಸೌಜನ್ಯ ಶಿಸ್ತಿನಿಂದ ಬದುಕಿದ ಇವರು ವಿದ್ಯಾರ್ಥಿಗಳಿಗೆ ಮಾದರಿ ಎಂದರು.: [956, 1026, 1228, 1173]
robotic-headline: ರೋಬೋಟಿಕ್ ಪಕ್ಷಿಗಳ ಪ್ರದರ್ಶನ: [90, 125, 506, 171]
tumkur-headline-line1: ತುಮಕೂರು ವಿವಿ ಹಿರಿಯ ಪ್ರಾಧ್ಯಾಪಕ: [1060, 703, 1406, 737]
fee-headline-line1: ತ್ಯಾಜ್ಯೋತ್ಪಾದಕರಿಗೆ ಘನತ್ಯಾಜ್ಯ ನಿರ್ವಹಣೆಯ: [632, 53, 895, 75]
section-rule: [16, 1463, 947, 1466]
sai-headline-box: [956, 52, 1510, 121]
imprint-line2: Published At BEHIND KSRTC DEPO, PRASHANTH NAGAR, CHICKBALLAPUR-562101. Editor : GOVARDHAN.M. Mob:9964414434. All Disputed Subject to Judicial CHICKBALLAPUR Only.: [147, 2373, 1380, 2389]
column-divider: [949, 45, 951, 2335]
masthead-subtitle: ಕನ್ನಡ ದಿನ ಪತ್ರಿಕೆ: [423, 22, 508, 41]
imprint-footer: [0, 2338, 1527, 2408]
page-label: ಪುಟ -: [1411, 17, 1453, 39]
masthead-brand: ಸುವರ್ಣ ಪಾಲಾರ್: [17, 4, 264, 52]
lake-photo: [956, 1533, 1510, 1713]
fee-rule: [585, 124, 942, 125]
exam-headline-line2: 19253 ಮಂದಿ ಹಾಜರಿ, ಸುಗಮ ಪರೀಕ್ಷೆ : ಡಿಡಿಪಿಐ ಕೃಷ್ಣಮೂರ್ತಿ: [137, 1524, 827, 1560]
exam-body-col2: ಕ್ಷಾ ಮಂಡಳಿ ಪ್ರಕಟಿಸಿದ್ದು, ಈ ಸಂಬಂಧ ಎಲ್ಲಾ ಪರೀಕ್ಷಾ ಕೇಂದ್ರಗಳಲ್ಲಿ ಕ್ರಮವಹಿಸಲಾಗಿತ್ತು. ಸಿಸಿ ಕ್ಯಾಮರಾ ಕಣ್ಗಾವಲಿನಲ್ಲಿ ನಡೆಯುತ್ತಿರುವ 2ನೇ ಪರೀಕ್ಷೆ ಇದಾಗಿದ್ದು, ಜಿಲ್ಲೆಯ ಎಲ್ಲಾ ಪರೀಕ್ಷಾ ಕೇಂದ್ರಗಳಲ್ಲಿ ಸಿಸಿ ಕ್ಯಾಮರಾ ಅಳವಡಿಸಲಾಗಿದೆ, ಜೊತೆಗೆ ವೆಬ್ ಕಾಸ್ಟಿಂಗ್ ಮೂಲಕ ಅಧಿಕಾರಿಗಳು ವೀಕ್ಷಿಸುತ್ತಿದ್ದು ಯಾವುದೇ ದೂರು ಕೇಳಿ ಬಂದಿಲ್ಲ ಎಂದರು. ತಾಲ್ಲೂಕುವಾರು ಹಾಜರಿ ವಿವರ : ಬಂಗಾರಪೇಟೆ ತಾಲ್ಲೂಕಿನ 8 ಕೇಂದ್ರಗಳಲ್ಲಿ ಸಮಾಜವಿಜ್ಞಾನ ವಿಷಯಕ್ಕೆ 2571 ಮಂದಿ ನೋಂದಾಯಿಸಿದ್ದು, 2514 ಮಂದಿ ಹಾಜರಾಗಿ 57 ಮಂದಿ ಗೈರಾಗಿದ್ದಾರೆ. ಕೆಜಿಎಫ್ ತಾಲ್ಲೂಕಿನ 9 ಕೇಂದ್ರಗಳಲ್ಲಿ 3243 ಮಕ್ಕಳು ಹೆಸರು ನೋಂದಾಯಿಸಿದ್ದು, 3: [327, 1954, 627, 2085]
page-number-badge: 4: [1460, 6, 1500, 47]
lake-headline-line1: ಕೆರೆ ಕಟ್ಟೆಗಳನ್ನು ಯಾರೂ ಅತಿಕ್ರಮಣ: [1055, 1432, 1411, 1468]
lake-body-col1: ಮಂಡ್ಯ : ಜಿಲ್ಲೆಯಲ್ಲಿರುವ ಯಾವುದೇ ಕೆರೆಕಟ್ಟೆಗಳನ್ನು ಯಾರೂ ಅತಿಕ್ರಮಣ ಮಾಡದಂತೆ ಅಧಿಕಾರಿಗಳು ನಿಗಾ ವಹಿಸಬೇಕು ಎಂದು ಜಿಲ್ಲಾ ಉಸ್ತುವಾರಿ ಕಾರ್ಯದರ್ಶಿ ವಿ. ಅನ್ಬುಕುಮಾರ್ ರವರು ಅಧಿಕಾರಿಗಳಿಗೆ ಸೂಚನೆ ನೀಡಿದರು. ಜಿಲ್ಲಾ ಪಂಚಾಯತ್ ಸಭಾಂಗಣದಲ್ಲಿ ಹಮ್ಮಿಕೊಳ್ಳಲಾಗಿದ್ದ ಮಾಸಿಕ ಕೆ.ಡಿ.ಪಿ ಸಭೆಯ ಅಧ್ಯಕ್ಷತೆ ವಹಿಸಿ ಮಾತನಾಡಿದರು. ಜಿಲ್ಲೆಯಲ್ಲಿ ಕುಡಿಯುವ ನೀರಿಗೆ ಯಾವುದೇ ಅಭಾವ ಉಂಟಾಗದಂತೆ ಮುನ್ನೆಚ್ಚರಿಕೆ ವಹಿಸಬೇಕು. ಜಿಲ್ಲೆಯಲ್ಲಿ 968 ಕೆರೆಗಳಿದ್ದು ಅದರಲ್ಲಿ 232 ಕೆರೆಗಳು ಒತ್ತುವರಿಯಾಗಿವೆ. ಒತ್ತುವರಿಯಾಗಿರುವ ಕೆರೆಗಳನ್ನು ಸರ್ವೆ ಮಾಡಿ ತೆರವುಗೊಳಿಸಲು ಕ್ರಮ ಕೈಗೊಳ್ಳಬೇಕು. ಬೇಸಿಗೆ ಸಮಯದಲ್ಲಿ ಕುಡಿಯುವ ನೀರಿನ ಸಮಸ್ಯೆ ಉದ್ಭವಿಸಿದರೆ ಕೂಡಲೇ ಸ್ಪಂದಿಸಿ ಟ್ಯಾಂಕರ್ ಮೂಲಕ ನೀರು ಪೂರೈಸಬೇಕು. ಜಿಲ್ಲೆಯಲ್ಲಿ ಸಾಧ್ಯವಾದಷ್ಟು ಗಿಡ ಮರಗಳನ್ನು ಬೆಳೆಸಿ ಪರಿಸರ ಸಂರಕ್ಷಣೆ ಮಾಡಬೇಕು ಎಂದು ತಿಳಿಸಿದರು.: [956, 1720, 1228, 1919]
jayanthi-headline-line1: ಏ.1ರಂದು ಡಾ.ಶಿವಕುಮಾರ ಶ್ರೀಗಳ ಜಯಂತಿ: [174, 753, 790, 802]
